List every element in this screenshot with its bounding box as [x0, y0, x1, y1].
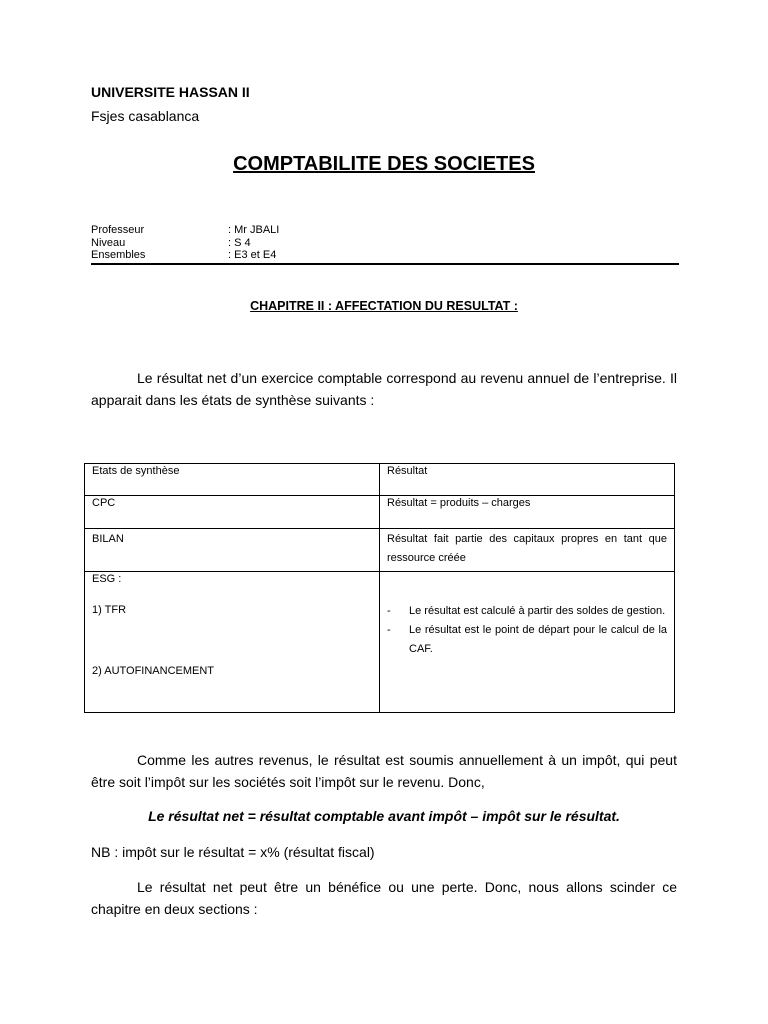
info-row-groups	[91, 249, 279, 262]
course-info	[91, 224, 279, 262]
result-bullet-list	[387, 602, 667, 659]
university-name: UNIVERSITE HASSAN II	[91, 84, 250, 100]
chapter-title: CHAPITRE II : AFFECTATION DU RESULTAT :	[250, 299, 518, 313]
esg-label: ESG :	[92, 573, 122, 585]
table-row	[85, 529, 675, 572]
header-divider	[91, 263, 679, 265]
sections-text: Le résultat net peut être un bénéfice ou une perte. Donc, nous allons scinder ce chapitre en deux sections :	[91, 879, 677, 917]
table-cell: Résultat fait partie des capitaux propres en tant que ressource créée	[380, 529, 675, 572]
table-row-esg	[85, 572, 675, 713]
info-label: Professeur	[91, 224, 145, 236]
info-label: Niveau	[91, 236, 126, 249]
list-item	[387, 621, 667, 659]
tax-paragraph	[91, 749, 677, 793]
info-value: : S 4	[228, 236, 251, 249]
dash-bullet: -	[387, 624, 391, 636]
nb-note: NB : impôt sur le résultat = x% (résultat fiscal)	[91, 844, 375, 860]
info-row-level	[91, 237, 279, 250]
info-row-professor	[91, 224, 279, 237]
esg-item-autofinancement: 2) AUTOFINANCEMENT	[92, 665, 215, 677]
synthesis-table	[84, 463, 675, 713]
tax-text: Comme les autres revenus, le résultat est soumis annuellement à un impôt, qui peut être soit l’impôt sur les sociétés soit l’impôt sur le revenu. Donc,	[91, 752, 677, 790]
table-cell-esg	[85, 572, 380, 713]
table-header-cell: Résultat	[380, 464, 675, 496]
table-cell-esg-result	[380, 572, 675, 713]
table-header-row	[85, 464, 675, 496]
esg-item-tfr: 1) TFR	[92, 604, 127, 616]
intro-paragraph	[91, 367, 677, 411]
faculty-name: Fsjes casablanca	[91, 108, 200, 124]
bullet-text: Le résultat est calculé à partir des soldes de gestion.	[409, 605, 666, 617]
sections-paragraph	[91, 876, 677, 920]
dash-bullet: -	[387, 605, 391, 617]
net-result-formula: Le résultat net = résultat comptable avant impôt – impôt sur le résultat.	[148, 808, 620, 824]
info-value: : E3 et E4	[228, 249, 277, 261]
bullet-text: Le résultat est le point de départ pour le calcul de la CAF.	[409, 624, 667, 655]
table-cell: CPC	[85, 496, 380, 529]
list-item	[387, 602, 667, 621]
table-row	[85, 496, 675, 529]
intro-text: Le résultat net d’un exercice comptable correspond au revenu annuel de l’entreprise. Il apparait dans les états de synthèse suivants :	[91, 370, 677, 408]
info-value: : Mr JBALI	[228, 224, 280, 236]
document-title: COMPTABILITE DES SOCIETES	[233, 153, 535, 175]
table-header-cell: Etats de synthèse	[85, 464, 380, 496]
info-label: Ensembles	[91, 249, 146, 261]
table-cell: BILAN	[85, 529, 380, 572]
table-cell: Résultat = produits – charges	[380, 496, 675, 529]
